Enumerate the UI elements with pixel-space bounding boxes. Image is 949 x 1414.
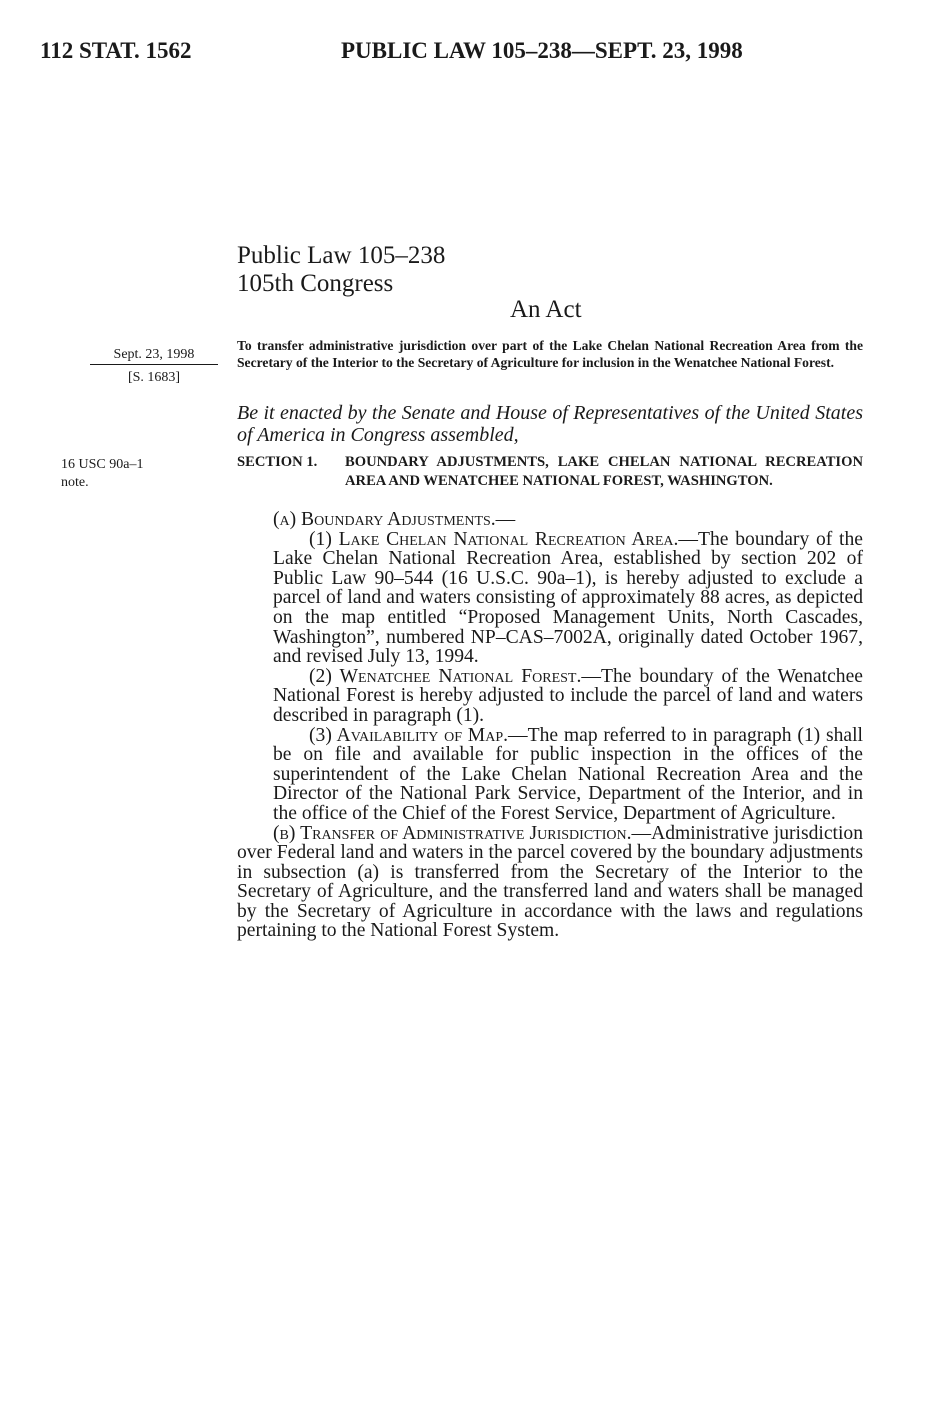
enacting-clause: Be it enacted by the Senate and House of Representatives of the United States of America in Congress assembled, <box>237 402 863 446</box>
section-heading <box>237 453 863 491</box>
subsection-b-heading: (b) Transfer of Administrative Jurisdiction.— <box>273 822 652 844</box>
date-margin-note <box>90 346 218 387</box>
section-number: SECTION 1. <box>237 454 318 470</box>
paragraph-1 <box>273 530 863 667</box>
paragraph-heading: (1) Lake Chelan National Recreation Area.— <box>309 528 699 550</box>
subsection-a-heading: (a) Boundary Adjustments.— <box>273 509 516 530</box>
section-caption: BOUNDARY ADJUSTMENTS, LAKE CHELAN NATIONAL RECREATION AREA AND WENATCHEE NATIONAL FOREST, WASHINGTON. <box>345 454 863 489</box>
paragraph-heading: (2) Wenatchee National Forest.— <box>309 665 601 687</box>
section-body <box>237 510 863 941</box>
paragraph-text: The map referred to in paragraph (1) shall be on file and available for public inspection in the offices of the superintendent of the Lake Chelan National Recreation Area and the Director of the National Park Service, Department of the Interior, and in the office of the Chief of the Forest Service, Department of Agriculture. <box>273 724 864 824</box>
enactment-date: Sept. 23, 1998 <box>90 346 218 365</box>
congress-number: 105th Congress <box>237 270 394 297</box>
act-purpose: To transfer administrative jurisdiction over part of the Lake Chelan National Recreation Area from the Secretary of the Interior to the Secretary of Agriculture for inclusion in the Wenatchee National Forest. <box>237 338 863 370</box>
act-heading: An Act <box>510 296 582 323</box>
bill-number: [S. 1683] <box>127 370 181 385</box>
paragraph-3 <box>273 726 863 824</box>
subsection-b <box>237 824 863 942</box>
public-law-number: Public Law 105–238 <box>237 242 446 269</box>
statute-page-citation: 112 STAT. 1562 <box>40 38 192 63</box>
paragraph-2 <box>273 667 863 726</box>
usc-note-label: note. <box>61 475 89 490</box>
paragraph-heading: (3) Availability of Map.— <box>309 724 528 746</box>
usc-margin-note <box>61 456 211 492</box>
paragraph-text: The boundary of the Lake Chelan National Recreation Area, established by section 202 of Public Law 90–544 (16 U.S.C. 90a–1), is hereby adjusted to exclude a parcel of land and waters consisting of approximately 88 acres, as depicted on the map entitled “Proposed Management Units, North Cascades, Washington”, numbered NP–CAS–7002A, originally dated October 1967, and revised July 13, 1994. <box>273 528 863 668</box>
usc-citation: 16 USC 90a–1 <box>61 457 144 472</box>
paragraph-text: The boundary of the Wenatchee National Forest is hereby adjusted to include the parcel of land and waters described in paragraph (1). <box>273 665 863 726</box>
subsection-b-text: Administrative jurisdiction over Federal land and waters in the parcel covered by the boundary adjustments in subsection (a) is transferred from the Secretary of the Interior to the Secretary of Agriculture, and the transferred land and waters shall be managed by the Secretary of Agriculture in accordance with the laws and regulations pertaining to the National Forest System. <box>237 822 863 942</box>
public-law-date-header: PUBLIC LAW 105–238—SEPT. 23, 1998 <box>341 38 743 63</box>
